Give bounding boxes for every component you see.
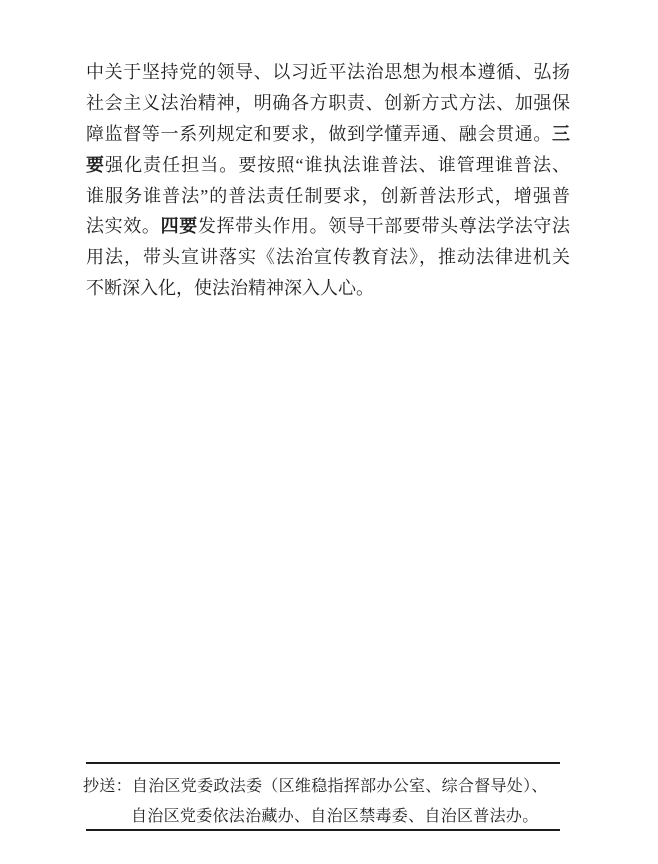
- body-paragraph: [86, 57, 570, 304]
- body-line: [86, 119, 570, 150]
- body-line-text: 不断深入化，使法治精神深入人心。: [86, 278, 374, 299]
- body-line: [86, 242, 570, 273]
- footer-separator-line-bottom: [86, 829, 560, 831]
- body-line-bold-text: 三: [552, 123, 570, 144]
- cc-line-1: [83, 772, 575, 802]
- cc-recipients-2: 自治区党委依法治藏办、自治区禁毒委、自治区普法办。: [131, 808, 539, 825]
- body-line: [86, 88, 570, 119]
- footer-separator-line-top: [86, 762, 560, 764]
- body-line-text: 中关于坚持党的领导、以习近平法治思想为根本遵循、弘扬: [86, 62, 570, 82]
- cc-recipients-1: 自治区党委政法委（区维稳指挥部办公室、综合督导处）、: [131, 778, 548, 795]
- body-line: [86, 273, 570, 304]
- body-line-text: 谁服务谁普法”的普法责任制要求，创新普法形式，增强普: [86, 185, 570, 206]
- body-line-text: 发挥带头作用。领导干部要带头尊法学法守法: [197, 216, 570, 237]
- body-line-text: 强化责任担当。要按照“谁执法谁普法、谁管理谁普法、: [105, 154, 570, 175]
- body-line: [86, 150, 570, 181]
- body-line-text: 法实效。: [86, 216, 161, 237]
- body-line-text: 社会主义法治精神，明确各方职责、创新方式方法、加强保: [86, 92, 570, 113]
- body-line-bold-text: 四要: [160, 216, 198, 237]
- body-line-bold-text: 要: [86, 154, 106, 175]
- body-line-text: 障监督等一系列规定和要求，做到学懂弄通、融会贯通。: [86, 123, 552, 144]
- body-line-text: 用法，带头宣讲落实《法治宣传教育法》，推动法律进机关: [86, 247, 570, 268]
- body-line: [86, 181, 570, 212]
- body-line: [86, 57, 570, 88]
- cc-label: 抄送：: [83, 778, 132, 795]
- cc-line-2: [131, 802, 575, 832]
- cc-block: [83, 772, 575, 832]
- body-line: [86, 211, 570, 242]
